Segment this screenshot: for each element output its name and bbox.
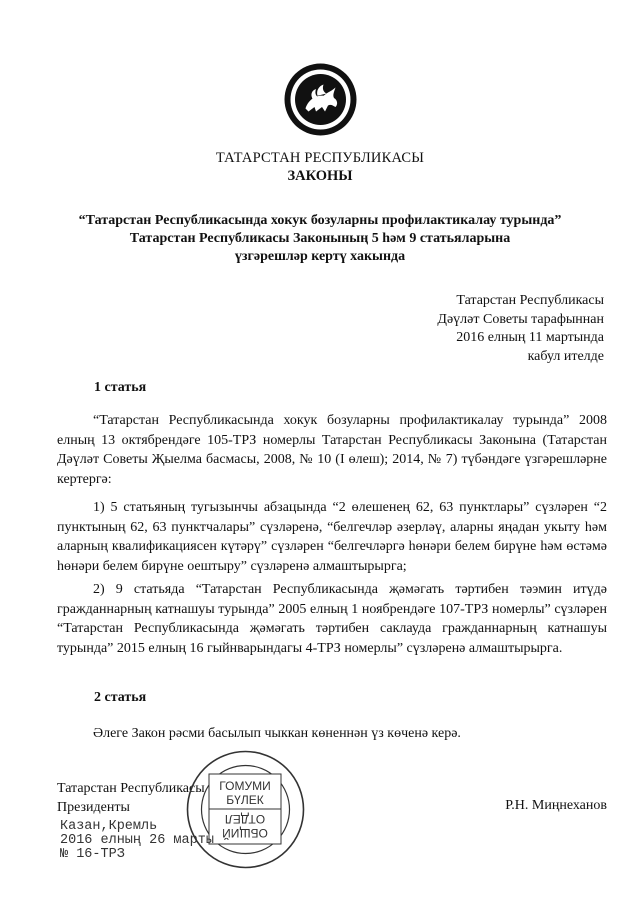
registration-line: Казан,Кремль (60, 819, 158, 834)
article-1-item-1: 1) 5 статьяның тугызынчы абзацында “2 өлешенең 62, 63 пунктлары” сүзләрен “2 пунктының 62, 63 пунктчалары” сүзләренә, “белгечләр әзерләү, аларны яңадан укыту һәм аларның квалификациясен күтәрү” сүзләрен “белгечләргә һөнәри белем бирүне һәм өстәмә һөнәри белем бирүне оештыру” сүзләренә алмаштырырга; (57, 500, 607, 574)
stamp-line: ОТДЕЛ (224, 812, 266, 826)
adoption-line: Дәүләт Советы тарафыннан (437, 311, 604, 327)
document-header-republic: ТАТАРСТАН РЕСПУБЛИКАСЫ (215, 150, 425, 166)
article-1-item-2: 2) 9 статьяда “Татарстан Республикасында җәмәгать тәртибен тәэмин итүдә гражданнарның катнашуы турында” 2005 елның 1 ноябрендәге 107-ТРЗ номерлы” сүзләрен “Татарстан Республикасында җәмәгать тәртибен саклауда гражданнарның катнашуы турында” 2015 елның 16 гыйнварындагы 4-ТРЗ номерлы” сүзләренә алмаштырырга. (57, 582, 607, 656)
law-title-line: “Татарстан Республикасында хокук бозуларны профилактикалау турында” (78, 213, 562, 228)
article-2-heading: 2 статья (94, 690, 147, 705)
signatory-title-line: Президенты (57, 799, 130, 815)
registration-line: № 16-ТРЗ (60, 847, 125, 862)
article-1-intro: “Татарстан Республикасында хокук бозуларны профилактикалау турында” 2008 елның 13 октябрендәге 105-ТРЗ номерлы Татарстан Республикасы Законына (Татарстан Дәүләт Советы Җыелма басмасы, 2008, № 10 (I өлеш); 2014, № 7) түбәндәге үзгәрешләрне кертергә: (57, 413, 607, 487)
signatory-title-line: Татарстан Республикасы (57, 781, 205, 796)
adoption-line: 2016 елның 11 мартында (456, 330, 604, 345)
article-1-heading: 1 статья (94, 380, 147, 395)
signatory-name: Р.Н. Миңнеханов (505, 798, 607, 813)
article-2-text: Әлеге Закон рәсми басылып чыккан көненнән үз көченә керә. (93, 726, 461, 741)
law-title-line: үзгәрешләр кертү хакында (234, 249, 406, 264)
law-title-line: Татарстан Республикасы Законының 5 һәм 9 статьяларына (129, 231, 511, 246)
adoption-block (437, 292, 604, 366)
adoption-line: Татарстан Республикасы (456, 293, 604, 308)
document-header-law: ЗАКОНЫ (287, 168, 353, 184)
registration-block (60, 820, 214, 862)
adoption-line: кабул ителде (527, 348, 604, 364)
stamp-line: БҮЛЕК (226, 793, 264, 807)
tatarstan-emblem-icon (283, 62, 358, 137)
stamp-line: ОБЩИЙ (222, 826, 268, 840)
stamp-line: ГОМУМИ (219, 779, 271, 793)
law-title (40, 212, 600, 266)
registration-line: 2016 елның 26 марты (60, 833, 214, 848)
